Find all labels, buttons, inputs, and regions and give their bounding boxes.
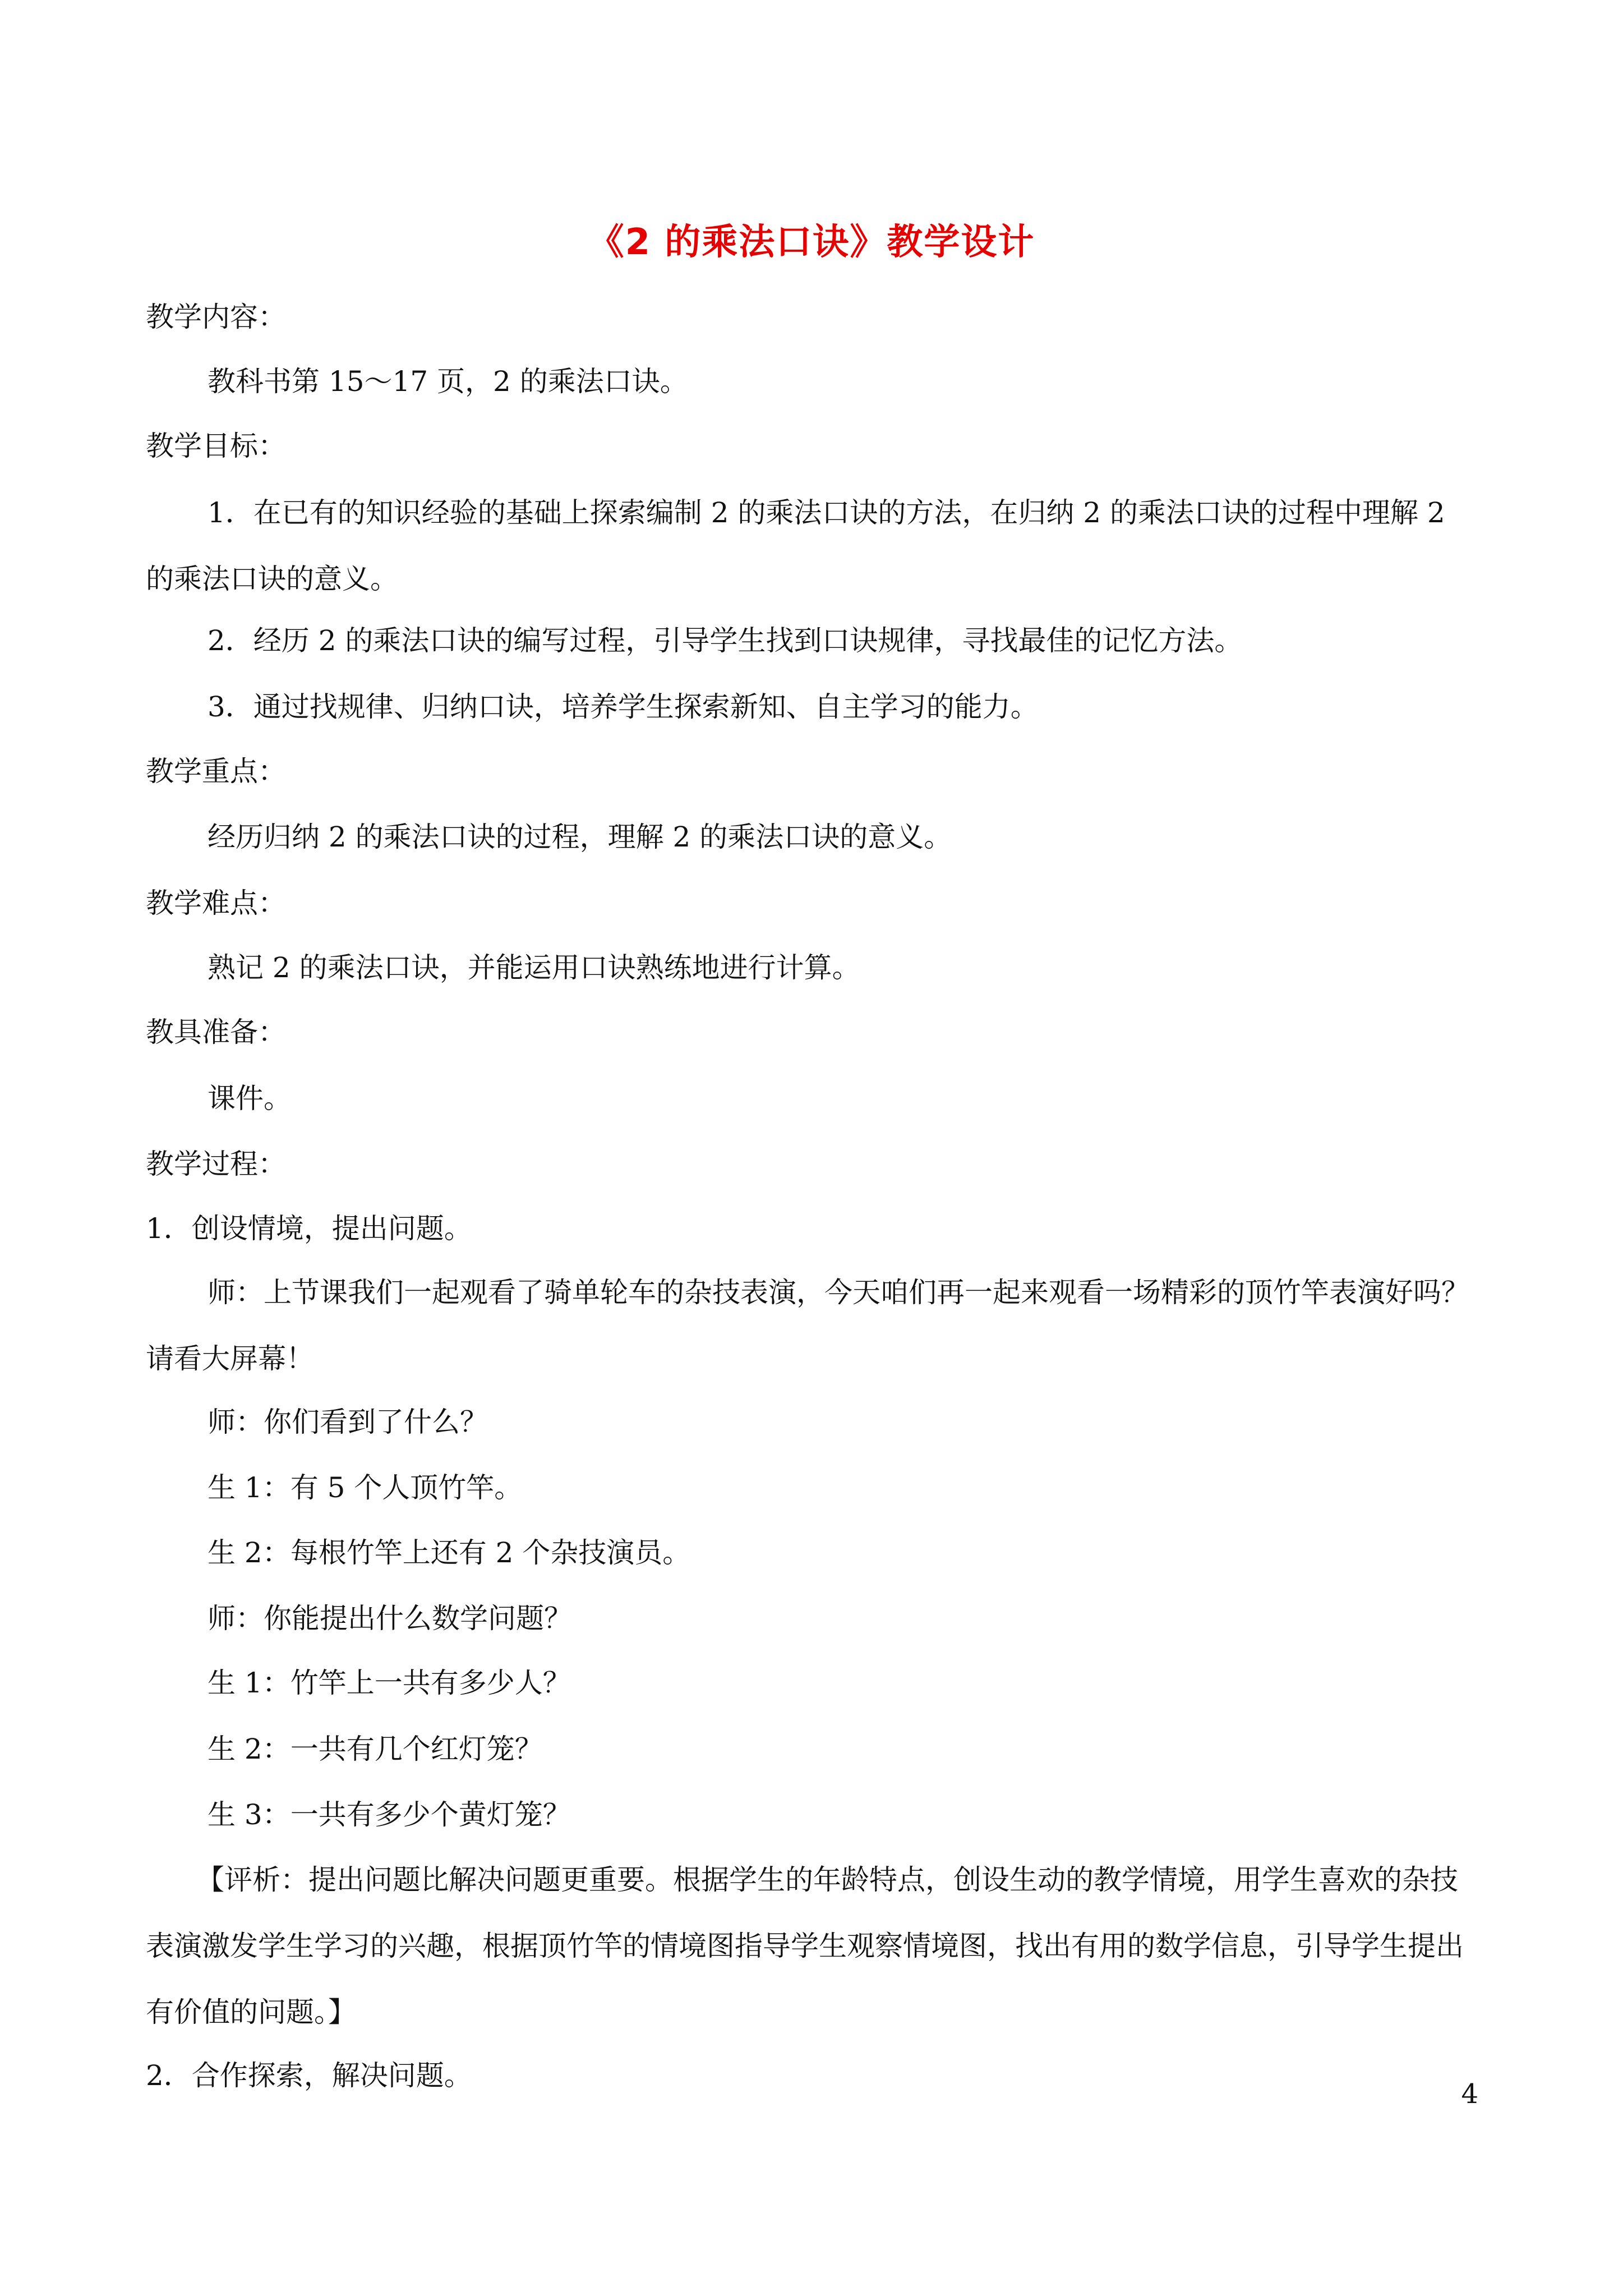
objective-1: 1．在已有的知识经验的基础上探索编制 2 的乘法口诀的方法，在归纳 2 的乘法口诀的过程中理解 2 的乘法口诀的意义。 (146, 496, 1445, 595)
section-heading-materials: 教具准备： (146, 1016, 286, 1048)
document-title: 《2 的乘法口诀》教学设计 (588, 222, 1035, 263)
dialogue-line: 生 2：一共有几个红灯笼？ (208, 1733, 543, 1765)
dialogue-line: 师：你们看到了什么？ (208, 1406, 488, 1438)
objective-3: 3．通过找规律、归纳口诀，培养学生探索新知、自主学习的能力。 (208, 691, 1039, 723)
paragraph-content: 教科书第 15～17 页，2 的乘法口诀。 (208, 365, 688, 398)
dialogue-line: 生 3：一共有多少个黄灯笼？ (208, 1798, 571, 1831)
section-heading-key-points: 教学重点： (146, 755, 286, 788)
commentary: 【评析：提出问题比解决问题更重要。根据学生的年龄特点，创设生动的教学情境，用学生喜欢的杂技表演激发学生学习的兴趣，根据顶竹竿的情境图指导学生观察情境图，找出有用的数学信息，引导学生提出有价值的问题。】 (146, 1864, 1464, 2028)
section-heading-process: 教学过程： (146, 1148, 286, 1180)
dialogue-line: 生 1：有 5 个人顶竹竿。 (208, 1471, 523, 1504)
section-heading-objectives: 教学目标： (146, 430, 286, 462)
page-number: 4 (1461, 2078, 1478, 2110)
teacher-intro: 师：上节课我们一起观看了骑单轮车的杂技表演，今天咱们再一起来观看一场精彩的顶竹竿表演好吗？请看大屏幕！ (146, 1276, 1469, 1375)
paragraph-difficulties: 熟记 2 的乘法口诀，并能运用口诀熟练地进行计算。 (208, 951, 860, 984)
section-heading-content: 教学内容： (146, 301, 286, 333)
paragraph-materials: 课件。 (208, 1082, 292, 1115)
dialogue-line: 师：你能提出什么数学问题？ (208, 1602, 572, 1635)
process-step-1: 1．创设情境，提出问题。 (146, 1212, 472, 1245)
objective-2: 2．经历 2 的乘法口诀的编写过程，引导学生找到口诀规律，寻找最佳的记忆方法。 (208, 624, 1243, 657)
process-step-2: 2．合作探索，解决问题。 (146, 2059, 472, 2092)
section-heading-difficulties: 教学难点： (146, 887, 286, 919)
dialogue-line: 生 1：竹竿上一共有多少人？ (208, 1667, 571, 1699)
paragraph-key-points: 经历归纳 2 的乘法口诀的过程，理解 2 的乘法口诀的意义。 (208, 821, 952, 853)
dialogue-line: 生 2：每根竹竿上还有 2 个杂技演员。 (208, 1536, 691, 1569)
